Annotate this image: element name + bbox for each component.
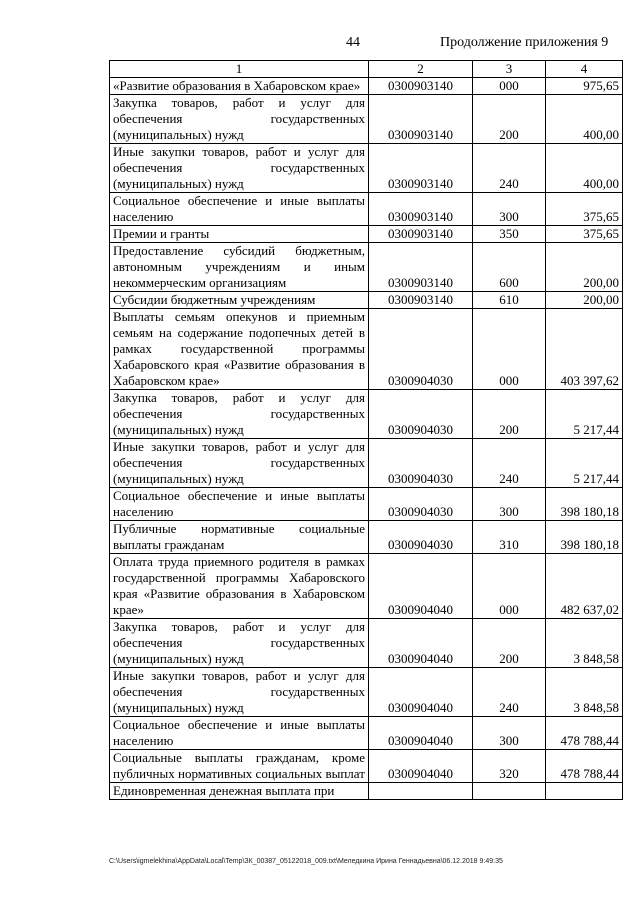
row-amount: 398 180,18 bbox=[546, 521, 623, 554]
row-name: Закупка товаров, работ и услуг для обеспечения государственных (муниципальных) нужд bbox=[110, 390, 369, 439]
row-name: Предоставление субсидий бюджетным, автономным учреждениям и иным некоммерческим организациям bbox=[110, 243, 369, 292]
row-code: 0300904030 bbox=[369, 390, 473, 439]
row-code: 0300903140 bbox=[369, 226, 473, 243]
row-code: 0300903140 bbox=[369, 144, 473, 193]
row-type: 310 bbox=[473, 521, 546, 554]
row-name: Социальное обеспечение и иные выплаты населению bbox=[110, 488, 369, 521]
table-row bbox=[110, 554, 623, 619]
row-type bbox=[473, 783, 546, 800]
row-name: Оплата труда приемного родителя в рамках государственной программы Хабаровского края «Развитие образования в Хабаровском крае» bbox=[110, 554, 369, 619]
table-row bbox=[110, 193, 623, 226]
row-amount: 3 848,58 bbox=[546, 619, 623, 668]
row-code: 0300904040 bbox=[369, 717, 473, 750]
row-name: Иные закупки товаров, работ и услуг для обеспечения государственных (муниципальных) нужд bbox=[110, 439, 369, 488]
table-row bbox=[110, 488, 623, 521]
row-code: 0300904030 bbox=[369, 439, 473, 488]
row-code bbox=[369, 783, 473, 800]
row-name: Премии и гранты bbox=[110, 226, 369, 243]
table-row bbox=[110, 750, 623, 783]
row-type: 600 bbox=[473, 243, 546, 292]
row-code: 0300904030 bbox=[369, 309, 473, 390]
row-amount: 375,65 bbox=[546, 226, 623, 243]
row-amount: 478 788,44 bbox=[546, 717, 623, 750]
page-number: 44 bbox=[346, 35, 360, 50]
row-name: Единовременная денежная выплата при bbox=[110, 783, 369, 800]
table-row bbox=[110, 78, 623, 95]
continuation-label: Продолжение приложения 9 bbox=[440, 35, 609, 50]
row-type: 300 bbox=[473, 488, 546, 521]
row-code: 0300904040 bbox=[369, 750, 473, 783]
table-row bbox=[110, 717, 623, 750]
row-name: Выплаты семьям опекунов и приемным семьям на содержание подопечных детей в рамках государственной программы Хабаровского края «Развитие образования в Хабаровском крае» bbox=[110, 309, 369, 390]
row-name: Публичные нормативные социальные выплаты гражданам bbox=[110, 521, 369, 554]
row-code: 0300903140 bbox=[369, 292, 473, 309]
row-amount: 375,65 bbox=[546, 193, 623, 226]
row-amount: 400,00 bbox=[546, 95, 623, 144]
row-amount bbox=[546, 783, 623, 800]
row-type: 200 bbox=[473, 95, 546, 144]
column-header-3: 3 bbox=[473, 61, 546, 78]
row-amount: 403 397,62 bbox=[546, 309, 623, 390]
row-amount: 5 217,44 bbox=[546, 439, 623, 488]
row-type: 000 bbox=[473, 309, 546, 390]
row-name: Субсидии бюджетным учреждениям bbox=[110, 292, 369, 309]
row-type: 300 bbox=[473, 717, 546, 750]
row-type: 610 bbox=[473, 292, 546, 309]
row-code: 0300904030 bbox=[369, 521, 473, 554]
table-row bbox=[110, 144, 623, 193]
row-type: 240 bbox=[473, 144, 546, 193]
row-code: 0300903140 bbox=[369, 193, 473, 226]
table-row bbox=[110, 783, 623, 800]
row-code: 0300904040 bbox=[369, 619, 473, 668]
row-amount: 482 637,02 bbox=[546, 554, 623, 619]
row-amount: 478 788,44 bbox=[546, 750, 623, 783]
table-row bbox=[110, 243, 623, 292]
row-code: 0300904040 bbox=[369, 668, 473, 717]
row-amount: 3 848,58 bbox=[546, 668, 623, 717]
table-row bbox=[110, 226, 623, 243]
row-name: Закупка товаров, работ и услуг для обеспечения государственных (муниципальных) нужд bbox=[110, 95, 369, 144]
row-code: 0300903140 bbox=[369, 78, 473, 95]
row-name: Социальное обеспечение и иные выплаты населению bbox=[110, 717, 369, 750]
column-header-1: 1 bbox=[110, 61, 369, 78]
row-type: 200 bbox=[473, 390, 546, 439]
column-header-2: 2 bbox=[369, 61, 473, 78]
budget-table bbox=[109, 60, 623, 800]
table-row bbox=[110, 309, 623, 390]
row-code: 0300903140 bbox=[369, 243, 473, 292]
row-amount: 975,65 bbox=[546, 78, 623, 95]
row-type: 300 bbox=[473, 193, 546, 226]
row-type: 240 bbox=[473, 439, 546, 488]
row-name: Социальные выплаты гражданам, кроме публичных нормативных социальных выплат bbox=[110, 750, 369, 783]
table-row bbox=[110, 390, 623, 439]
row-code: 0300903140 bbox=[369, 95, 473, 144]
table-row bbox=[110, 439, 623, 488]
row-type: 350 bbox=[473, 226, 546, 243]
row-name: Иные закупки товаров, работ и услуг для обеспечения государственных (муниципальных) нужд bbox=[110, 144, 369, 193]
table-row bbox=[110, 95, 623, 144]
row-type: 000 bbox=[473, 554, 546, 619]
row-amount: 200,00 bbox=[546, 243, 623, 292]
column-header-4: 4 bbox=[546, 61, 623, 78]
row-amount: 200,00 bbox=[546, 292, 623, 309]
row-code: 0300904030 bbox=[369, 488, 473, 521]
file-path-footer: C:\Users\igmelekhina\AppData\Local\Temp\ЗК_00387_05122018_009.txt\Меледкина Ирина Геннадьевна\06.12.2018 9:49:35 bbox=[109, 858, 503, 865]
row-type: 240 bbox=[473, 668, 546, 717]
row-type: 200 bbox=[473, 619, 546, 668]
table-row bbox=[110, 521, 623, 554]
row-name: Закупка товаров, работ и услуг для обеспечения государственных (муниципальных) нужд bbox=[110, 619, 369, 668]
row-type: 320 bbox=[473, 750, 546, 783]
row-name: Социальное обеспечение и иные выплаты населению bbox=[110, 193, 369, 226]
row-amount: 5 217,44 bbox=[546, 390, 623, 439]
row-name: «Развитие образования в Хабаровском крае» bbox=[110, 78, 369, 95]
row-code: 0300904040 bbox=[369, 554, 473, 619]
row-type: 000 bbox=[473, 78, 546, 95]
table-row bbox=[110, 292, 623, 309]
table-row bbox=[110, 619, 623, 668]
row-amount: 400,00 bbox=[546, 144, 623, 193]
table-row bbox=[110, 668, 623, 717]
row-name: Иные закупки товаров, работ и услуг для обеспечения государственных (муниципальных) нужд bbox=[110, 668, 369, 717]
table-header-row bbox=[110, 61, 623, 78]
row-amount: 398 180,18 bbox=[546, 488, 623, 521]
